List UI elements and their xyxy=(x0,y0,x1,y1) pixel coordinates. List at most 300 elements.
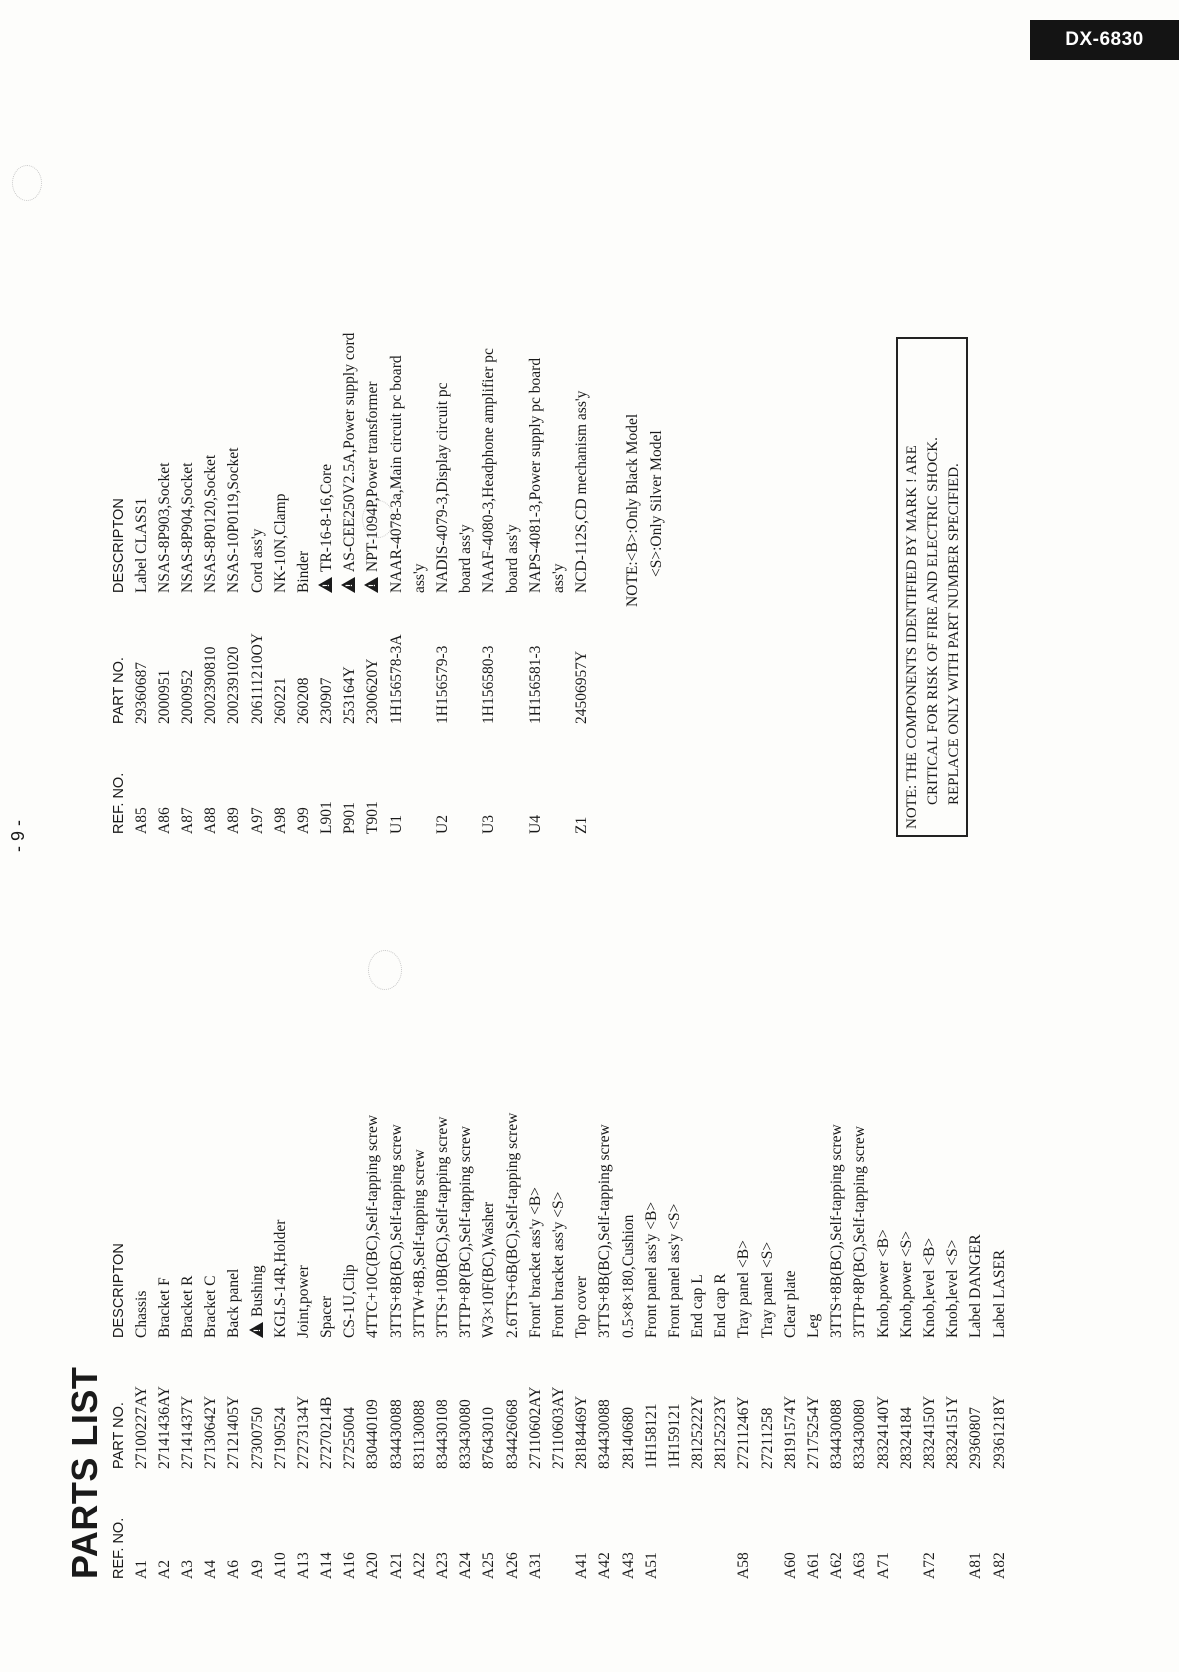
table-row xyxy=(200,1113,223,1579)
part-no-cell: 29361218Y xyxy=(990,1395,1008,1469)
ref-no-cell: A9 xyxy=(248,1560,266,1579)
safety-warning-box xyxy=(896,337,968,837)
description-text: End cap L xyxy=(689,1274,707,1338)
ref-no-cell: A4 xyxy=(202,1560,220,1579)
table-row xyxy=(733,1113,756,1579)
description-text: End cap R xyxy=(712,1273,730,1338)
table-row xyxy=(339,333,362,834)
table-row xyxy=(362,333,385,834)
table-row xyxy=(640,1113,663,1579)
description-text: Knob,level <S> xyxy=(944,1239,962,1338)
part-no-cell: 1H156580-3 xyxy=(480,645,498,724)
table-body xyxy=(130,1113,1011,1579)
part-no-cell: 27121405Y xyxy=(225,1395,243,1469)
description-cell xyxy=(550,564,568,594)
part-no-cell: 27175254Y xyxy=(805,1395,823,1469)
table-row xyxy=(826,1113,849,1579)
description-cell xyxy=(225,448,243,593)
part-no-cell: 1H156579-3 xyxy=(434,645,452,724)
table-row xyxy=(176,1113,199,1579)
table-row xyxy=(316,1113,339,1579)
ref-no-cell: A41 xyxy=(573,1552,591,1579)
table-row xyxy=(362,1113,385,1579)
description-cell xyxy=(341,333,359,593)
description-text: 3TTS+10B(BC),Self-tapping screw xyxy=(434,1116,452,1338)
description-cell xyxy=(712,1273,730,1338)
ref-no-cell: A72 xyxy=(920,1552,938,1579)
part-no-cell: 2300620Y xyxy=(364,658,382,724)
description-text: 3TTW+8B,Self-tapping screw xyxy=(410,1149,428,1338)
ref-no-cell: A81 xyxy=(967,1552,985,1579)
part-no-cell: 24506957Y xyxy=(573,650,591,724)
part-no-cell: 28140680 xyxy=(619,1407,637,1469)
part-no-cell: 28125222Y xyxy=(689,1395,707,1469)
table-row xyxy=(756,1113,779,1579)
table-row xyxy=(478,333,501,834)
table-row xyxy=(130,1113,153,1579)
table-row xyxy=(918,1113,941,1579)
description-text: Front panel ass'y <B> xyxy=(642,1201,660,1338)
ref-no-cell: A63 xyxy=(851,1552,869,1579)
ref-no-cell: A42 xyxy=(596,1552,614,1579)
ref-no-cell: A22 xyxy=(410,1552,428,1579)
description-cell xyxy=(991,1250,1009,1338)
model-note-line: NOTE:<B>:Only Black Model xyxy=(624,413,641,607)
table-row xyxy=(408,333,431,834)
part-no-cell: 27110603AY xyxy=(549,1386,567,1469)
description-cell xyxy=(364,1115,382,1338)
description-cell xyxy=(318,1296,336,1338)
description-text: Front bracket ass'y <S> xyxy=(549,1191,567,1338)
ref-no-cell: A71 xyxy=(874,1552,892,1579)
table-row xyxy=(455,1113,478,1579)
description-cell xyxy=(967,1234,985,1338)
table-row xyxy=(130,333,153,834)
description-text: Chassis xyxy=(132,1290,150,1338)
description-cell xyxy=(411,564,429,594)
description-cell xyxy=(179,463,197,593)
part-no-cell: 87643010 xyxy=(480,1407,498,1469)
description-cell xyxy=(875,1229,893,1338)
table-row xyxy=(594,1113,617,1579)
table-header xyxy=(108,333,130,834)
ref-no-cell: A60 xyxy=(781,1552,799,1579)
table-row xyxy=(547,1113,570,1579)
table-row xyxy=(316,333,339,834)
description-cell xyxy=(735,1240,753,1338)
part-no-cell: 831130088 xyxy=(410,1399,428,1469)
description-text: Clear plate xyxy=(781,1270,799,1338)
part-no-cell: 834430108 xyxy=(434,1399,452,1469)
description-text: 3TTS+8B(BC),Self-tapping screw xyxy=(596,1124,614,1338)
part-no-cell: 833430080 xyxy=(851,1399,869,1469)
part-no-cell: 834430088 xyxy=(387,1399,405,1469)
description-cell xyxy=(295,551,313,593)
warning-triangle-icon xyxy=(249,1322,263,1338)
part-no-cell: 27273134Y xyxy=(294,1395,312,1469)
table-row xyxy=(942,1113,965,1579)
description-text: board ass'y xyxy=(457,524,475,593)
description-text: NAAF-4080-3,Headphone amplifier pc xyxy=(480,348,498,593)
description-cell xyxy=(480,348,498,593)
description-text: NSAS-10P0119,Socket xyxy=(225,447,243,593)
description-cell xyxy=(202,1276,220,1338)
table-row xyxy=(455,333,478,834)
ref-no-cell: Z1 xyxy=(573,816,591,834)
description-text: NSAS-8P903,Socket xyxy=(155,462,173,593)
table-row xyxy=(385,333,408,834)
part-no-cell: 830440109 xyxy=(364,1399,382,1469)
ref-no-cell: A61 xyxy=(805,1552,823,1579)
ref-no-cell: A10 xyxy=(271,1552,289,1579)
description-cell xyxy=(225,1269,243,1338)
table-row xyxy=(339,1113,362,1579)
table-row xyxy=(965,1113,988,1579)
safety-note-line: REPLACE ONLY WITH PART NUMBER SPECIFIED. xyxy=(946,463,962,805)
part-no-cell: 27110602AY xyxy=(526,1386,544,1469)
description-text: 4TTC+10C(BC),Self-tapping screw xyxy=(364,1114,382,1338)
description-cell xyxy=(411,1149,429,1338)
description-text: Cord ass'y xyxy=(248,528,266,593)
description-text: CS-1U,Clip xyxy=(341,1264,359,1338)
description-cell xyxy=(573,391,591,593)
description-cell xyxy=(388,1124,406,1338)
ref-no-cell: A14 xyxy=(318,1552,336,1579)
table-row xyxy=(385,1113,408,1579)
part-no-cell: 260208 xyxy=(294,677,312,724)
part-no-cell: 260221 xyxy=(271,677,289,724)
table-row xyxy=(524,1113,547,1579)
description-text: NCD-112S,CD mechanism ass'y xyxy=(573,390,591,593)
parts-table-right xyxy=(108,333,594,834)
table-row xyxy=(292,333,315,834)
description-cell xyxy=(782,1270,800,1338)
description-cell xyxy=(921,1238,939,1338)
description-text: NAAR-4078-3a,Main circuit pc board xyxy=(387,355,405,593)
part-no-cell: 29360687 xyxy=(132,662,150,724)
description-text: W3×10F(BC),Washer xyxy=(480,1201,498,1338)
description-cell xyxy=(249,529,267,593)
table-row xyxy=(501,333,524,834)
description-cell xyxy=(133,498,151,593)
description-text: NK-10N,Clamp xyxy=(271,493,289,593)
ref-no-cell: A82 xyxy=(990,1552,1008,1579)
model-variant-note xyxy=(621,414,669,607)
part-no-cell: 28324150Y xyxy=(920,1395,938,1469)
parts-table-left xyxy=(108,1113,1011,1579)
table-row xyxy=(501,1113,524,1579)
ref-no-cell: A20 xyxy=(364,1552,382,1579)
part-no-header: PART NO. xyxy=(111,657,127,724)
description-header: DESCRIPTON xyxy=(111,498,127,593)
part-no-cell: 2002390810 xyxy=(202,646,220,724)
description-text: NAPS-4081-3,Power supply pc board xyxy=(526,357,544,593)
part-no-cell: 27100227AY xyxy=(132,1386,150,1469)
ref-no-cell: A97 xyxy=(248,807,266,834)
description-text: NSAS-8P904,Socket xyxy=(178,462,196,593)
ref-no-cell: A2 xyxy=(155,1560,173,1579)
part-no-cell: 2002391020 xyxy=(225,646,243,724)
part-no-cell: 834430088 xyxy=(596,1399,614,1469)
description-cell xyxy=(179,1276,197,1338)
ref-no-cell: L901 xyxy=(318,801,336,834)
ref-no-header: REF. NO. xyxy=(111,772,127,834)
ref-no-cell: A98 xyxy=(271,807,289,834)
description-cell xyxy=(620,1215,638,1338)
ref-no-cell: A87 xyxy=(178,807,196,834)
table-body xyxy=(130,333,594,834)
description-text: 2.6TTS+6B(BC),Self-tapping screw xyxy=(503,1112,521,1338)
description-cell xyxy=(480,1202,498,1338)
page-number: - 9 - xyxy=(8,820,28,853)
ref-no-cell: A58 xyxy=(735,1552,753,1579)
warning-triangle-icon xyxy=(341,577,355,593)
table-row xyxy=(223,333,246,834)
ref-no-cell: A86 xyxy=(155,807,173,834)
model-number-tab: DX-6830 xyxy=(1030,20,1179,60)
part-no-cell: 28125223Y xyxy=(712,1395,730,1469)
table-row xyxy=(153,1113,176,1579)
description-text: Binder xyxy=(294,550,312,593)
table-header xyxy=(108,1113,130,1579)
description-text: 3TTP+8P(BC),Self-tapping screw xyxy=(851,1126,869,1338)
description-text: Tray panel <B> xyxy=(735,1240,753,1338)
description-text: 3TTS+8B(BC),Self-tapping screw xyxy=(387,1124,405,1338)
part-no-cell: 28324151Y xyxy=(944,1395,962,1469)
description-cell xyxy=(898,1231,916,1338)
table-row xyxy=(292,1113,315,1579)
description-text: Label LASER xyxy=(990,1249,1008,1338)
table-row xyxy=(687,1113,710,1579)
description-cell xyxy=(527,1187,545,1338)
table-row xyxy=(547,333,570,834)
part-no-cell: 834426068 xyxy=(503,1399,521,1469)
description-cell xyxy=(156,463,174,593)
description-text: Knob,level <B> xyxy=(920,1237,938,1338)
description-cell xyxy=(527,358,545,593)
table-row xyxy=(269,1113,292,1579)
part-no-cell: 27211258 xyxy=(758,1407,776,1469)
ref-no-cell: A31 xyxy=(526,1552,544,1579)
part-no-cell: 1H156581-3 xyxy=(526,645,544,724)
description-cell xyxy=(457,524,475,593)
description-cell xyxy=(202,455,220,593)
description-text: Bracket R xyxy=(178,1275,196,1338)
description-cell xyxy=(434,1117,452,1338)
description-cell xyxy=(272,494,290,593)
part-no-cell: 2000952 xyxy=(178,669,196,724)
description-text: ass'y xyxy=(410,563,428,593)
ref-no-cell: A21 xyxy=(387,1552,405,1579)
ref-no-cell: A23 xyxy=(434,1552,452,1579)
page-title: PARTS LIST xyxy=(64,1366,105,1579)
description-cell xyxy=(457,1126,475,1338)
part-no-cell: 27211246Y xyxy=(735,1396,753,1469)
part-no-cell: 28184469Y xyxy=(573,1395,591,1469)
table-row xyxy=(802,1113,825,1579)
part-no-cell: 28191574Y xyxy=(781,1395,799,1469)
part-no-cell: 1H159121 xyxy=(665,1403,683,1469)
ref-no-cell: A3 xyxy=(178,1560,196,1579)
part-no-cell: 1H156578-3A xyxy=(387,634,405,724)
part-no-cell: 1H158121 xyxy=(642,1403,660,1469)
ref-no-cell: A62 xyxy=(828,1552,846,1579)
description-text: 3TTP+8P(BC),Self-tapping screw xyxy=(457,1126,475,1338)
description-text: KGLS-14R,Holder xyxy=(271,1219,289,1338)
description-text: Bracket F xyxy=(155,1277,173,1338)
description-cell xyxy=(944,1240,962,1338)
table-row xyxy=(571,1113,594,1579)
description-cell xyxy=(805,1314,823,1338)
table-row xyxy=(176,333,199,834)
description-text: AS-CEE250V2.5A,Power supply cord xyxy=(341,332,359,572)
ref-no-cell: A51 xyxy=(642,1552,660,1579)
table-row xyxy=(478,1113,501,1579)
description-cell xyxy=(364,381,382,593)
description-text: NPT-1094P,Power transformer xyxy=(364,381,382,572)
table-row xyxy=(269,333,292,834)
table-row xyxy=(617,1113,640,1579)
ref-no-cell: A43 xyxy=(619,1552,637,1579)
table-row xyxy=(524,333,547,834)
description-text: Bushing xyxy=(248,1265,266,1317)
description-cell xyxy=(759,1242,777,1338)
description-cell xyxy=(249,1265,267,1338)
ref-no-header: REF. NO. xyxy=(111,1517,127,1579)
ref-no-cell: T901 xyxy=(364,801,382,834)
table-row xyxy=(223,1113,246,1579)
ref-no-cell: A25 xyxy=(480,1552,498,1579)
ref-no-cell: A26 xyxy=(503,1552,521,1579)
description-text: Label CLASS1 xyxy=(132,497,150,593)
table-row xyxy=(246,1113,269,1579)
description-cell xyxy=(504,1113,522,1338)
part-no-cell: 27130642Y xyxy=(202,1395,220,1469)
description-cell xyxy=(156,1277,174,1338)
description-text: Joint,power xyxy=(294,1265,312,1338)
ref-no-cell: A13 xyxy=(294,1552,312,1579)
description-cell xyxy=(643,1202,661,1338)
part-no-cell: 27300750 xyxy=(248,1407,266,1469)
ref-no-cell: A16 xyxy=(341,1552,359,1579)
table-row xyxy=(246,333,269,834)
part-no-cell: 27141436AY xyxy=(155,1386,173,1469)
table-row xyxy=(431,1113,454,1579)
description-cell xyxy=(388,355,406,593)
description-text: Leg xyxy=(805,1313,823,1338)
description-text: Back panel xyxy=(225,1268,243,1338)
description-text: Front' bracket ass'y <B> xyxy=(526,1187,544,1338)
table-row xyxy=(153,333,176,834)
description-text: 0.5×8×180,Cushion xyxy=(619,1214,637,1338)
description-cell xyxy=(666,1204,684,1338)
description-cell xyxy=(133,1291,151,1338)
part-no-cell: 29360807 xyxy=(967,1407,985,1469)
part-no-cell: 27255004 xyxy=(341,1407,359,1469)
description-cell xyxy=(295,1265,313,1338)
ref-no-cell: A89 xyxy=(225,807,243,834)
description-text: Knob,power <S> xyxy=(897,1230,915,1338)
table-row xyxy=(779,1113,802,1579)
description-cell xyxy=(434,383,452,594)
ref-no-cell: A85 xyxy=(132,807,150,834)
part-no-cell: 253164Y xyxy=(341,666,359,724)
table-row xyxy=(200,333,223,834)
part-no-cell: 27190524 xyxy=(271,1407,289,1469)
part-no-cell: 28324140Y xyxy=(874,1395,892,1469)
part-no-cell: 230907 xyxy=(318,677,336,724)
safety-note-line: NOTE: THE COMPONENTS IDENTIFIED BY MARK ! ARE xyxy=(904,445,920,829)
description-cell xyxy=(573,1276,591,1338)
table-row xyxy=(408,1113,431,1579)
description-text: Front panel ass'y <S> xyxy=(665,1203,683,1338)
table-row xyxy=(849,1113,872,1579)
warning-triangle-icon xyxy=(318,577,332,593)
ref-no-cell: U1 xyxy=(387,815,405,834)
description-cell xyxy=(550,1192,568,1338)
ref-no-cell: U4 xyxy=(526,815,544,834)
description-text: Spacer xyxy=(318,1295,336,1338)
table-row xyxy=(571,333,594,834)
description-text: TR-16-8-16,Core xyxy=(318,463,336,572)
ref-no-cell: A88 xyxy=(202,807,220,834)
part-no-cell: 206111210OY xyxy=(248,633,266,724)
table-row xyxy=(710,1113,733,1579)
description-text: Knob,power <B> xyxy=(874,1229,892,1338)
description-cell xyxy=(318,464,336,593)
description-text: Top cover xyxy=(573,1275,591,1338)
description-text: Tray panel <S> xyxy=(758,1241,776,1338)
ref-no-cell: A24 xyxy=(457,1552,475,1579)
description-text: NADIS-4079-3,Display circuit pc xyxy=(434,382,452,593)
table-row xyxy=(663,1113,686,1579)
part-no-cell: 27141437Y xyxy=(178,1395,196,1469)
description-text: board ass'y xyxy=(503,524,521,593)
description-cell xyxy=(689,1274,707,1338)
description-cell xyxy=(851,1126,869,1338)
ref-no-cell: A1 xyxy=(132,1560,150,1579)
table-row xyxy=(895,1113,918,1579)
warning-triangle-icon xyxy=(364,577,378,593)
description-cell xyxy=(596,1124,614,1338)
description-text: NSAS-8P0120,Socket xyxy=(202,454,220,593)
safety-note-line: CRITICAL FOR RISK OF FIRE AND ELECTRIC SHOCK. xyxy=(925,437,941,805)
description-cell xyxy=(504,524,522,593)
table-row xyxy=(988,1113,1011,1579)
description-text: 3TTS+8B(BC),Self-tapping screw xyxy=(828,1124,846,1338)
ref-no-cell: A6 xyxy=(225,1560,243,1579)
ref-no-cell: P901 xyxy=(341,802,359,834)
model-note-line: <S>:Only Silver Model xyxy=(648,430,665,577)
description-text: ass'y xyxy=(549,563,567,593)
part-no-cell: 834430088 xyxy=(828,1399,846,1469)
part-no-header: PART NO. xyxy=(111,1402,127,1469)
description-text: Bracket C xyxy=(202,1275,220,1338)
description-cell xyxy=(272,1220,290,1338)
description-text: Label DANGER xyxy=(967,1234,985,1338)
part-no-cell: 28324184 xyxy=(897,1407,915,1469)
table-row xyxy=(431,333,454,834)
part-no-cell: 27270214B xyxy=(318,1396,336,1469)
ref-no-cell: U2 xyxy=(434,815,452,834)
part-no-cell: 2000951 xyxy=(155,669,173,724)
description-cell xyxy=(341,1264,359,1338)
table-row xyxy=(872,1113,895,1579)
ref-no-cell: A99 xyxy=(294,807,312,834)
part-no-cell: 833430080 xyxy=(457,1399,475,1469)
ref-no-cell: U3 xyxy=(480,815,498,834)
description-cell xyxy=(828,1124,846,1338)
